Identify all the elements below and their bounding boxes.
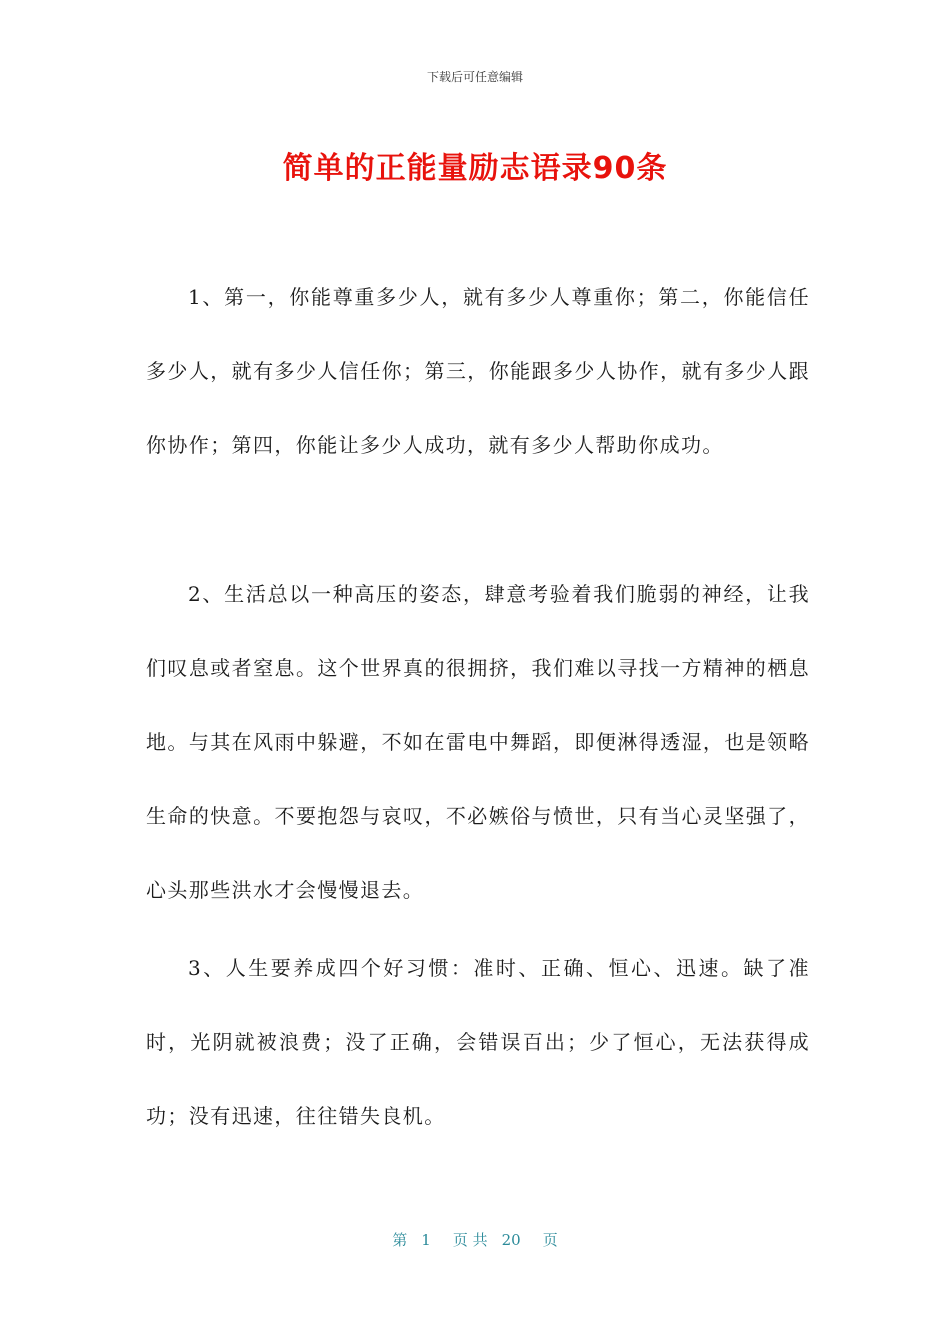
page-footer [0,1229,950,1250]
footer-middle: 页 共 [452,1231,488,1249]
paragraph-3: 3、人生要养成四个好习惯：准时、正确、恒心、迅速。缺了准时，光阴就被浪费；没了正确，会错误百出；少了恒心，无法获得成功；没有迅速，往往错失良机。 [146,956,810,1128]
footer-current-page: 1 [421,1231,431,1249]
footer-suffix: 页 [542,1231,558,1249]
document-title: 简单的正能量励志语录90条 [282,151,668,186]
paragraph-2: 2、生活总以一种高压的姿态，肆意考验着我们脆弱的神经，让我们叹息或者窒息。这个世界真的很拥挤，我们难以寻找一方精神的栖息地。与其在风雨中躲避，不如在雷电中舞蹈，即便淋得透湿，也是领略生命的快意。不要抱怨与哀叹，不必嫉俗与愤世，只有当心灵坚强了，心头那些洪水才会慢慢退去。 [146,582,810,902]
footer-prefix: 第 [392,1231,408,1249]
footer-total-pages: 20 [501,1231,521,1249]
paragraph-1: 1、第一，你能尊重多少人，就有多少人尊重你；第二，你能信任多少人，就有多少人信任你；第三，你能跟多少人协作，就有多少人跟你协作；第四，你能让多少人成功，就有多少人帮助你成功。 [146,285,810,457]
header-note: 下载后可任意编辑 [426,70,523,84]
